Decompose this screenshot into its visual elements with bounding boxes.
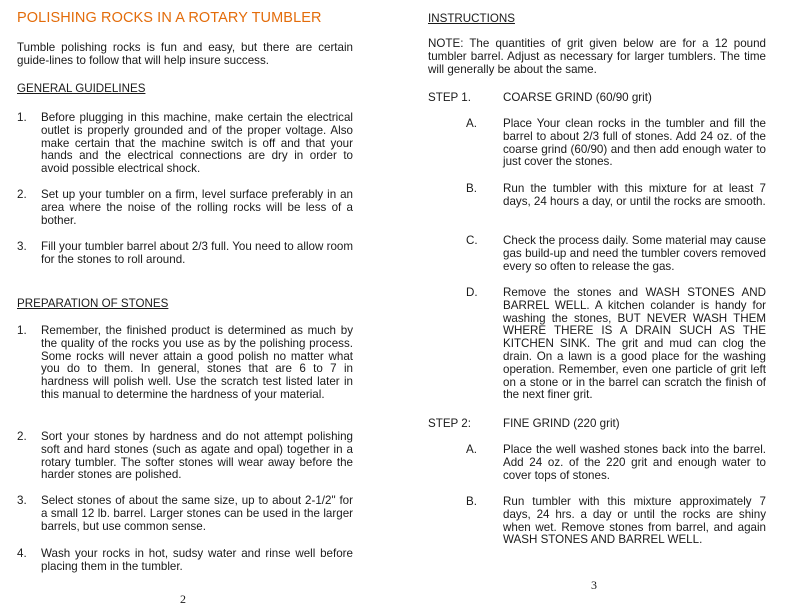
item-number: 4. [17,547,27,560]
step-1-item-c [466,235,766,275]
item-text: Before plugging in this machine, make certain the electrical outlet is properly grounded and of the proper voltage. Also make certain that the machine switch is off and that your hands and the electrical connections are dry in order to avoid possible electrical shock. [41,111,353,176]
right-page [396,0,793,613]
item-number: 2. [17,188,27,201]
item-number: 1. [17,324,27,337]
prep-item-3 [17,495,353,535]
item-text: Sort your stones by hardness and do not attempt polishing soft and hard stones (such as agate and opal) together in a rotary tumbler. The softer stones will wear away before the harder stones are polished. [41,430,353,482]
item-text: Fill your tumbler barrel about 2/3 full. You need to allow room for the stones to roll around. [41,240,353,266]
step-2-item-a [466,444,766,484]
step-2-header [428,417,766,431]
item-text: Check the process daily. Some material may cause gas build-up and need the tumbler covers removed every so often to release the gas. [503,234,766,273]
general-item-2 [17,189,353,229]
page-number: 2 [180,592,186,606]
item-text: Remember, the finished product is determined as much by the quality of the rocks you use as by the polishing process. Some rocks will never attain a good polish no matter what you do to them. In general, stones that are 6 to 7 in hardness will polish well. Use the scratch test listed later in this manual to determine the hardness of your material. [41,324,353,401]
preparation-heading: PREPARATION OF STONES [17,297,169,310]
item-text: Place Your clean rocks in the tumbler and fill the barrel to about 2/3 full of stones. Add 24 oz. of the coarse grind (60/90) and then add enough water to just cover the stones. [503,117,766,169]
item-text: Wash your rocks in hot, sudsy water and rinse well before placing them in the tumbler. [41,547,353,573]
left-page [0,0,396,613]
item-number: 3. [17,240,27,253]
general-item-3 [17,241,353,269]
item-number: 1. [17,111,27,124]
item-letter: D. [466,286,478,299]
item-number: 2. [17,430,27,443]
instructions-heading: INSTRUCTIONS [428,12,515,25]
step-1-header [428,91,766,105]
prep-item-1 [17,325,353,417]
item-text: Set up your tumbler on a firm, level surface preferably in an area where the noise of the rolling rocks will be less of a bother. [41,188,353,227]
item-text: Place the well washed stones back into the barrel. Add 24 oz. of the 220 grit and enough water to cover tops of stones. [503,443,766,482]
general-item-1 [17,112,353,178]
item-number: 3. [17,494,27,507]
item-text: Run the tumbler with this mixture for at least 7 days, 24 hours a day, or until the rocks are smooth. [503,182,766,208]
step-label: STEP 2: [428,417,471,430]
item-letter: B. [466,495,477,508]
step-title: COARSE GRIND (60/90 grit) [503,91,652,104]
prep-item-2 [17,431,353,485]
step-label: STEP 1. [428,91,471,104]
general-guidelines-heading: GENERAL GUIDELINES [17,82,146,95]
step-1-item-b [466,183,766,223]
item-letter: A. [466,443,477,456]
item-text: Remove the stones and WASH STONES AND BARREL WELL. A kitchen colander is handy for washing the stones, BUT NEVER WASH THEM WHERE THERE IS A DRAIN SUCH AS THE KITCHEN SINK. The grit and mud can clog the drain. On a lawn is a good place for the washing operation. Remember, even one particle of grit left on a stone or in the barrel can scratch the finish of the next finer grit. [503,286,766,402]
step-1-item-a [466,118,766,172]
note-paragraph: NOTE: The quantities of grit given below are for a 12 pound tumbler barrel. Adjust as necessary for larger tumblers. The time will generally be about the same. [428,37,766,76]
item-letter: A. [466,117,477,130]
item-letter: C. [466,234,478,247]
step-2-item-b [466,496,766,550]
page-number: 3 [591,578,597,592]
item-letter: B. [466,182,477,195]
step-1-item-d [466,287,766,405]
intro-paragraph: Tumble polishing rocks is fun and easy, but there are certain guide-lines to follow that will help insure success. [17,41,353,67]
step-title: FINE GRIND (220 grit) [503,417,620,430]
item-text: Run tumbler with this mixture approximately 7 days, 24 hrs. a day or until the rocks are shiny when wet. Remove stones from barrel, and again WASH STONES AND BARREL WELL. [503,495,766,547]
page-title: POLISHING ROCKS IN A ROTARY TUMBLER [17,10,322,26]
prep-item-4 [17,548,353,576]
item-text: Select stones of about the same size, up to about 2-1/2" for a small 12 lb. barrel. Larger stones can be used in the larger barrels, but use common sense. [41,494,353,533]
